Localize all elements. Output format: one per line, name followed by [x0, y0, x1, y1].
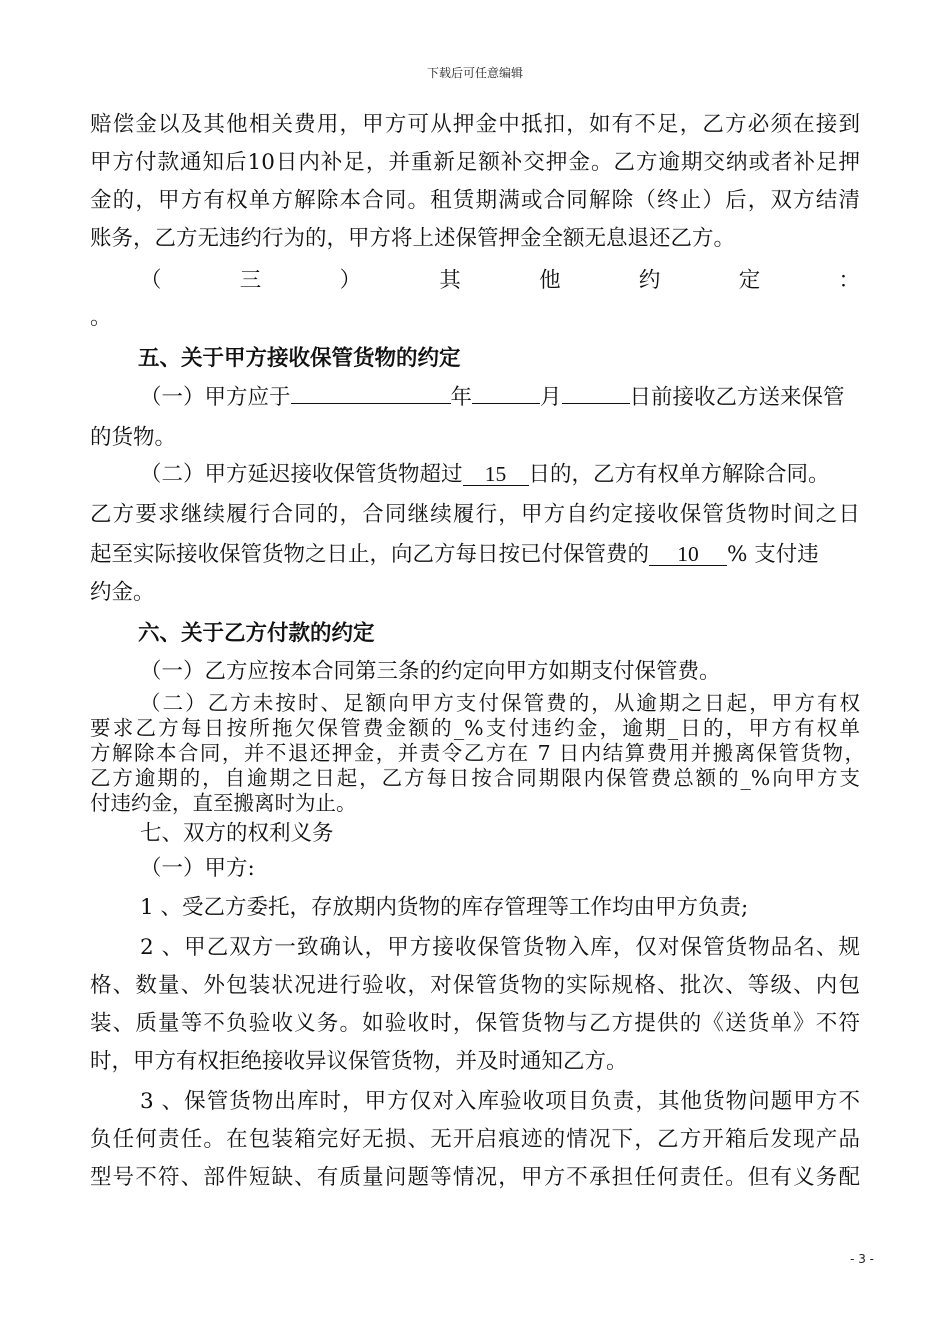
paragraph-line: 金的，甲方有权单方解除本合同。租赁期满或合同解除（终止）后，双方结清 [90, 188, 860, 213]
item-3-line: 3 、保管货物出库时，甲方仅对入库验收项目负责，其他货物问题甲方不 [140, 1089, 860, 1114]
blank-year [291, 381, 451, 404]
clause-5-1: （一）甲方应于 年 月 日前接收乙方送来保管 [140, 380, 845, 411]
blank-month [472, 381, 540, 404]
item-2-line: 时，甲方有权拒绝接收异议保管货物，并及时通知乙方。 [90, 1049, 628, 1074]
section-title-6: 六、关于乙方付款的约定 [138, 621, 375, 646]
blank-day [562, 381, 630, 404]
item-2-line: 装、质量等不负验收义务。如验收时，保管货物与乙方提供的《送货单》不符 [90, 1011, 860, 1036]
section-title-7: 七、双方的权利义务 [140, 821, 334, 846]
item-2-line: 格、数量、外包装状况进行验收，对保管货物的实际规格、批次、等级、内包 [90, 973, 860, 998]
clause-6-2-line: 方解除本合同，并不退还押金，并责令乙方在 7 日内结算费用并搬离保管货物， [90, 741, 865, 765]
subsection-party-a: （一）甲方: [140, 856, 255, 881]
clause-6-2-line: 要求乙方每日按所拖欠保管费金额的_%支付违约金，逾期_日的，甲方有权单 [90, 716, 860, 740]
item-3-line: 型号不符、部件短缺、有质量问题等情况，甲方不承担任何责任。但有义务配 [90, 1165, 860, 1190]
page-header: 下载后可任意编辑 [426, 66, 523, 80]
clause-6-1: （一）乙方应按本合同第三条的约定向甲方如期支付保管费。 [140, 659, 721, 684]
clause-6-2-line: 付违约金，直至搬离时为止。 [90, 791, 357, 815]
rate-value: 10 [649, 543, 727, 566]
paragraph-line: 起至实际接收保管货物之日止，向乙方每日按已付保管费的 10 % 支付违 [90, 542, 819, 567]
paragraph-line: 账务，乙方无违约行为的，甲方将上述保管押金全额无息退还乙方。 [90, 226, 736, 251]
paragraph-line: 甲方付款通知后10日内补足，并重新足额补交押金。乙方逾期交纳或者补足押 [90, 150, 860, 175]
clause-6-2-line: 乙方逾期的，自逾期之日起，乙方每日按合同期限内保管费总额的_%向甲方支 [90, 766, 860, 790]
page-number: - 3 - [850, 1252, 874, 1266]
item-3-line: 负任何责任。在包装箱完好无损、无开启痕迹的情况下，乙方开箱后发现产品 [90, 1127, 860, 1152]
paragraph-line: 约金。 [90, 580, 155, 605]
paragraph-line: 的货物。 [90, 425, 177, 450]
section-title-5: 五、关于甲方接收保管货物的约定 [138, 346, 461, 371]
other-agreements-label: （ 三 ） 其 他 约 定 ： [140, 268, 860, 293]
item-2-line: 2 、甲乙双方一致确认，甲方接收保管货物入库，仅对保管货物品名、规 [140, 935, 860, 960]
item-1: 1 、受乙方委托，存放期内货物的库存管理等工作均由甲方负责; [140, 895, 749, 920]
clause-6-2-line: （二）乙方未按时、足额向甲方支付保管费的，从逾期之日起，甲方有权 [140, 691, 860, 715]
paragraph-line: 赔偿金以及其他相关费用，甲方可从押金中抵扣，如有不足，乙方必须在接到 [90, 112, 860, 137]
paragraph-line: 乙方要求继续履行合同的，合同继续履行，甲方自约定接收保管货物时间之日 [90, 502, 860, 527]
clause-5-2: （二）甲方延迟接收保管货物超过 15 日的，乙方有权单方解除合同。 [140, 462, 830, 487]
other-agreements-dot: 。 [90, 305, 112, 330]
days-value: 15 [463, 463, 529, 486]
